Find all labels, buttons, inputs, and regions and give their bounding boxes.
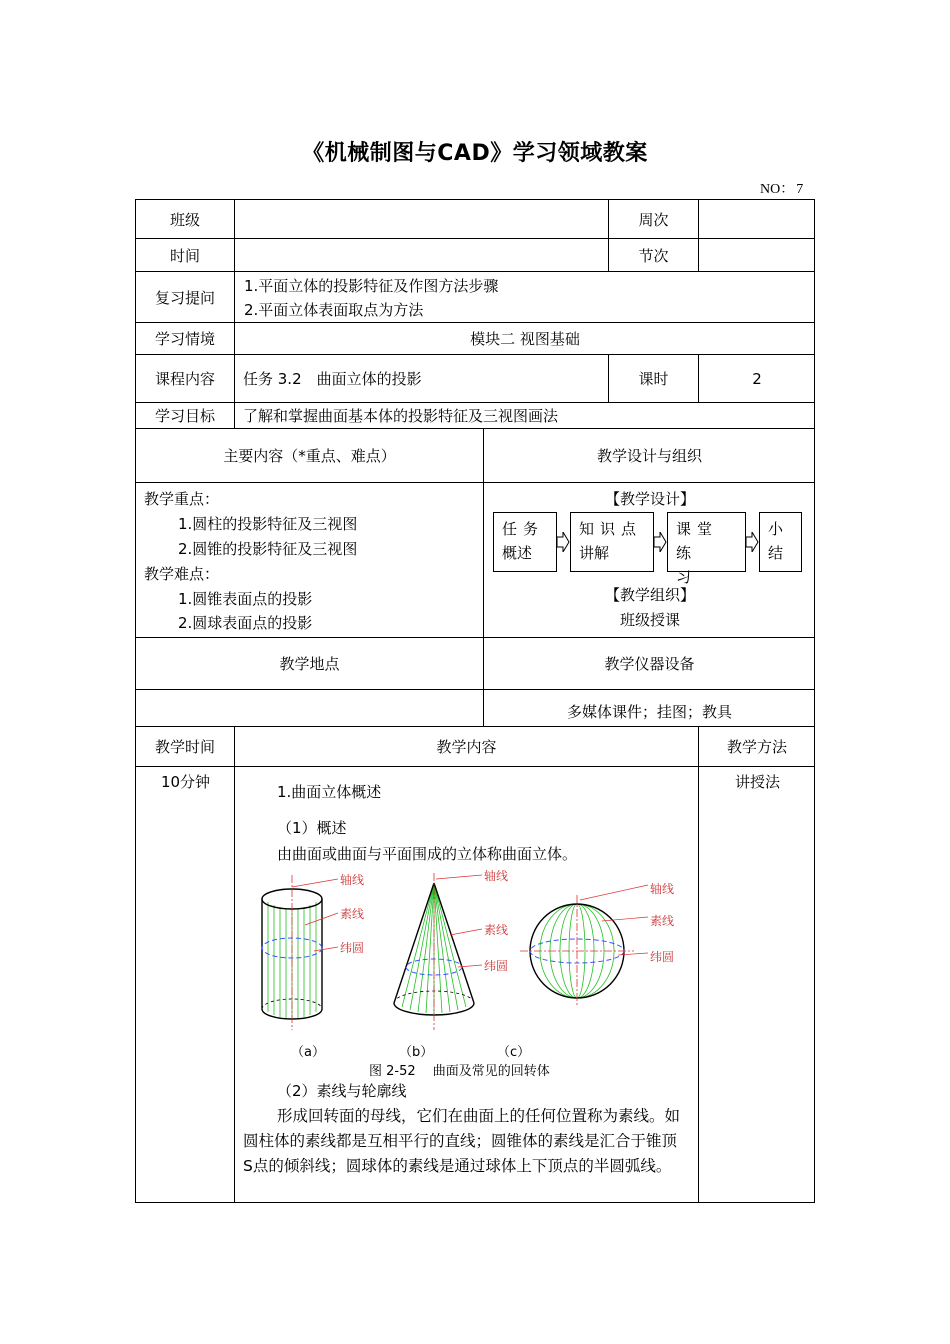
class-value[interactable] — [234, 199, 608, 238]
subsection-text: 形成回转面的母线，它们在曲面上的任何位置称为素线。如圆柱体的素线都是互相平行的直线；圆锥体的素线是汇合于锥顶S点的倾斜线；圆球体的素线是通过球体上下顶点的半圆弧线。 — [243, 1107, 681, 1175]
situation-value: 模块二 视图基础 — [234, 322, 815, 354]
circle-label: 纬圆 — [650, 950, 675, 964]
section-label: 节次 — [608, 238, 698, 271]
time-header: 教学时间 — [135, 726, 234, 766]
subsection-heading: （2）素线与轮廓线 — [277, 1082, 407, 1100]
place-value[interactable] — [135, 689, 483, 726]
cylinder-drawing — [262, 875, 338, 1030]
situation-label: 学习情境 — [135, 322, 234, 354]
method-cell — [698, 766, 815, 1203]
difficult-item: 2.圆球表面点的投影 — [178, 614, 313, 632]
review-item: 1.平面立体的投影特征及作图方法步骤 — [244, 277, 499, 295]
revolution-solids-figure — [250, 865, 680, 1055]
difficult-title: 教学难点： — [144, 565, 220, 583]
cone-drawing — [394, 873, 482, 1030]
key-title: 教学重点： — [144, 490, 220, 508]
circle-label: 纬圆 — [484, 959, 509, 973]
arrow-right-icon — [746, 532, 759, 552]
flow-step-4: 小 结 — [759, 512, 802, 572]
arrow-right-icon — [654, 532, 667, 552]
flow-step-2: 知识点 讲解 — [570, 512, 654, 572]
document-number: NO： 7 — [760, 182, 804, 197]
design-header: 教学设计与组织 — [483, 428, 815, 482]
subsection-text: 由曲面或曲面与平面围成的立体称曲面立体。 — [277, 845, 578, 863]
method-value: 讲授法 — [734, 773, 780, 791]
time-value[interactable] — [234, 238, 608, 271]
time-label: 时间 — [135, 238, 234, 271]
document-title: 《机械制图与CAD》学习领域教案 — [302, 141, 648, 166]
main-content-header: 主要内容（*重点、难点） — [135, 428, 483, 482]
class-label: 班级 — [135, 199, 234, 238]
review-label: 复习提问 — [135, 271, 234, 322]
content-label: 课程内容 — [135, 354, 234, 402]
flow-step-1: 任务 概述 — [493, 512, 557, 572]
axis-label: 轴线 — [484, 869, 509, 883]
section-value[interactable] — [698, 238, 815, 271]
element-label: 素线 — [650, 914, 675, 928]
week-value[interactable] — [698, 199, 815, 238]
axis-label: 轴线 — [650, 882, 675, 896]
circle-label: 纬圆 — [340, 941, 365, 955]
sphere-drawing — [520, 885, 648, 1007]
duration-cell — [135, 766, 234, 1203]
key-item: 2.圆锥的投影特征及三视图 — [178, 540, 358, 558]
equipment-header: 教学仪器设备 — [483, 637, 815, 689]
week-label: 周次 — [608, 199, 698, 238]
duration-value: 10分钟 — [160, 773, 211, 791]
arrow-right-icon — [557, 532, 570, 552]
key-item: 1.圆柱的投影特征及三视图 — [178, 515, 358, 533]
equipment-value: 多媒体课件；挂图；教具 — [483, 689, 815, 726]
element-label: 素线 — [484, 923, 509, 937]
figure-caption-a: （a） — [291, 1045, 325, 1060]
difficult-item: 1.圆锥表面点的投影 — [178, 590, 313, 608]
content-value: 任务 3.2 曲面立体的投影 — [234, 354, 608, 402]
subsection-heading: （1）概述 — [277, 819, 347, 837]
review-cell — [234, 271, 815, 322]
org-value: 班级授课 — [619, 611, 680, 629]
goal-value: 了解和掌握曲面基本体的投影特征及三视图画法 — [234, 402, 815, 428]
figure-caption-b: （b） — [399, 1045, 434, 1060]
goal-label: 学习目标 — [135, 402, 234, 428]
review-item: 2.平面立体表面取点为方法 — [244, 301, 424, 319]
figure-title: 图 2-52 曲面及常见的回转体 — [369, 1064, 550, 1079]
key-points-cell — [135, 482, 483, 637]
org-title: 【教学组织】 — [604, 586, 695, 604]
place-header: 教学地点 — [135, 637, 483, 689]
design-cell — [483, 482, 815, 637]
content-header: 教学内容 — [234, 726, 698, 766]
method-header: 教学方法 — [698, 726, 815, 766]
element-label: 素线 — [340, 907, 365, 921]
hours-label: 课时 — [608, 354, 698, 402]
hours-value: 2 — [698, 354, 815, 402]
flow-step-3: 课堂练 习 — [667, 512, 746, 572]
axis-label: 轴线 — [340, 873, 365, 887]
design-title: 【教学设计】 — [604, 490, 695, 508]
figure-caption-c: （c） — [497, 1045, 531, 1060]
section-heading: 1.曲面立体概述 — [277, 783, 382, 801]
